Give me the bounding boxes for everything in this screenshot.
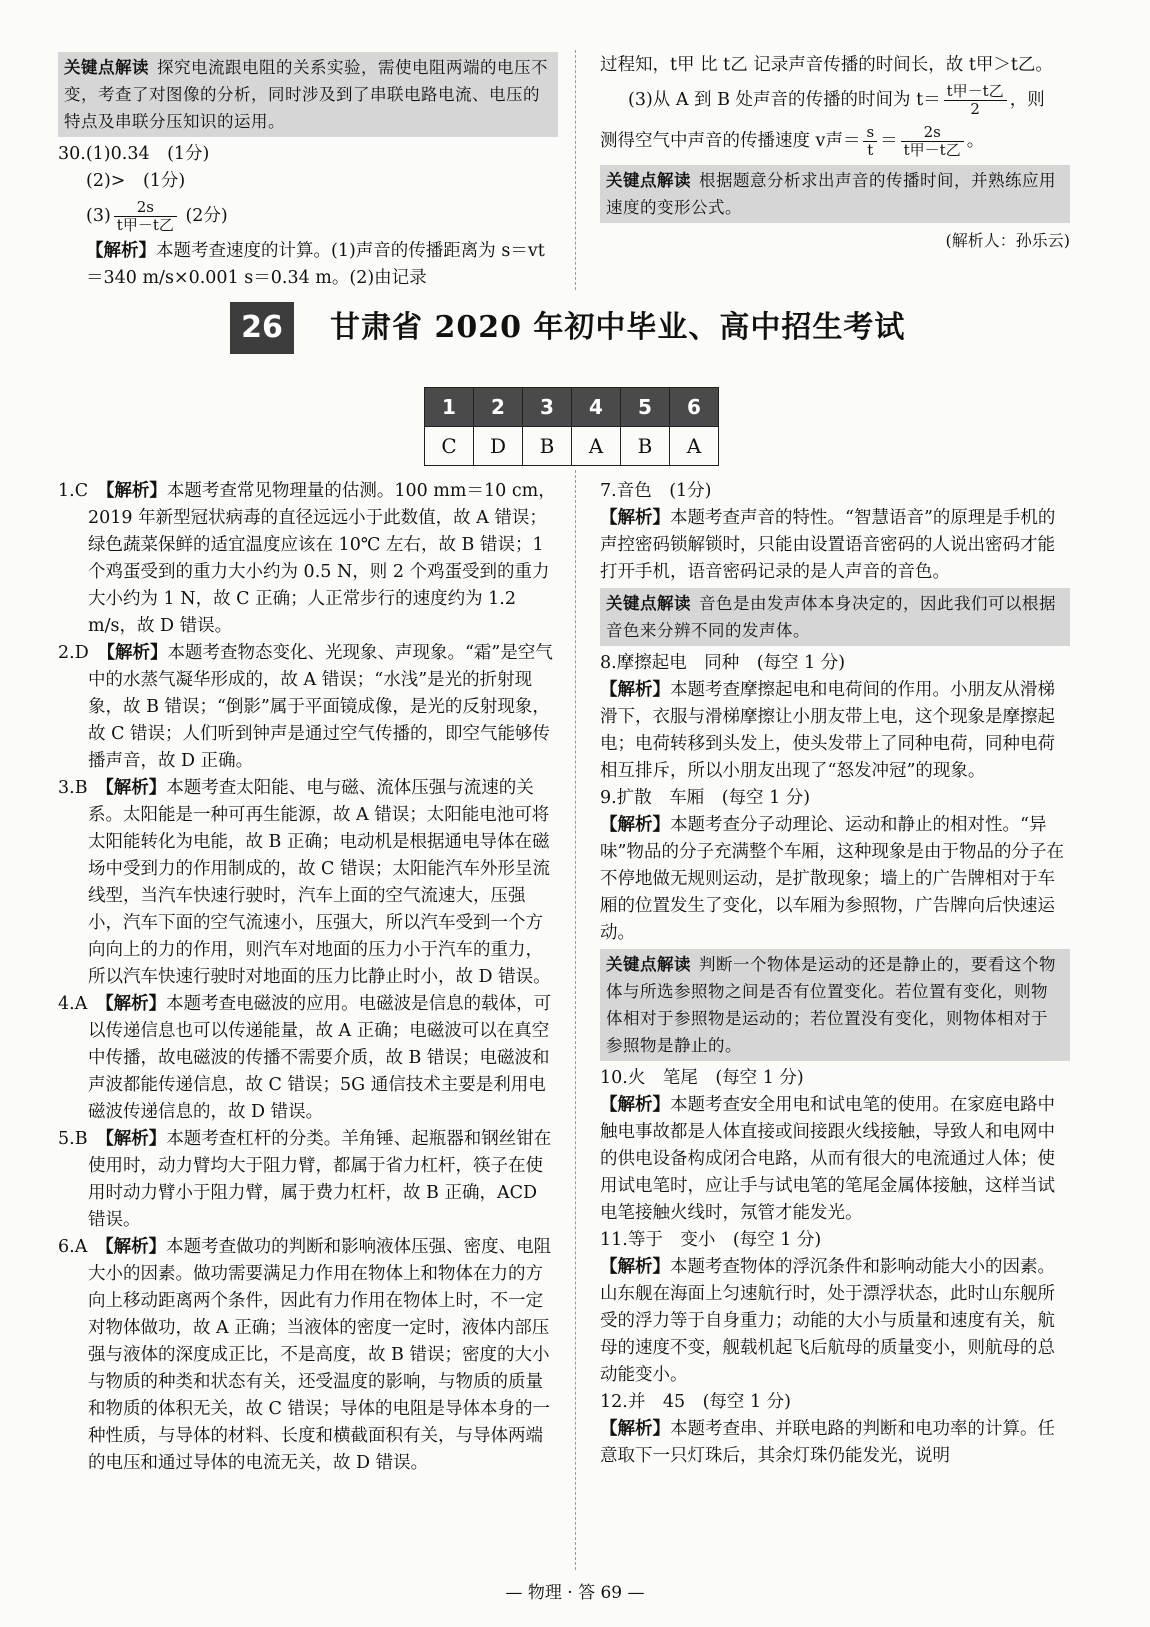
column-divider-top — [575, 50, 576, 290]
item-text: 本题考查物态变化、光现象、声现象。“霜”是空气中的水蒸气凝华形成的，故 A 错误；“水浅”是光的折射现象，故 B 错误；“倒影”属于平面镜成像，是光的反射现象，故 C 错误；人们听到钟声是通过空气传播的，即空气能够传播声音，故 D 正确。 — [88, 643, 553, 771]
answer-item-7: 7.音色 (1分) — [600, 481, 712, 501]
item-text: 本题考查安全用电和试电笔的使用。在家庭电路中触电事故都是人体直接或间接跟火线接触，导致人和电网中的供电设备构成闭合电路，从而有很大的电流通过人体；使用试电笔时，应让手与试电笔的笔尾金属体接触，这样当试电笔接触火线时，氖管才能发光。 — [600, 1095, 1055, 1223]
answer-cell: A — [572, 427, 621, 466]
answer-item-11-analysis — [600, 1254, 1070, 1389]
key-point-label: 关键点解读 — [606, 955, 691, 974]
q30-fraction — [114, 199, 177, 234]
answer-item-10-analysis — [600, 1092, 1070, 1227]
tr-line3-fraction1 — [863, 124, 877, 159]
item-head: 3.B — [58, 778, 106, 798]
item-text: 本题考查做功的判断和影响液体压强、密度、电阻大小的因素。做功需要满足力作用在物体上和物体在力的方向上移动距离两个条件，因此有力作用在物体上时，不一定对物体做功，故 A 正确；当液体的密度一定时，液体内部压强与液体的深度成正比，不是高度，故 B 错误；密度的大小与物质的种类和状态有关，还受温度的影响，与物质的质量和物质的体积无关，故 C 错误；导体的电阻是导体本身的一种性质，与导体的材料、长度和横截面积有关，与导体两端的电压和通过导体的电流无关，故 D 错误。 — [88, 1237, 552, 1473]
page-footer: — 物理 · 答 69 — — [505, 1583, 645, 1603]
tr-line1: 过程知，t甲 比 t乙 记录声音传播的时间长，故 t甲＞t乙。 — [600, 55, 1053, 75]
q30-part1: 30.(1)0.34 (1分) — [58, 144, 210, 164]
answer-cell: A — [670, 427, 719, 466]
item-text: 本题考查分子动理论、运动和静止的相对性。“异味”物品的分子充满整个车厢，这种现象是由于物品的分子在不停地做无规则运动，是扩散现象；墙上的广告牌相对于车厢的位置发生了变化，以车厢为参照物，广告牌向后快速运动。 — [600, 815, 1064, 943]
answer-item-12-analysis — [600, 1416, 1070, 1470]
q30-fraction-num: 2s — [114, 199, 177, 217]
q30-analysis — [58, 238, 558, 292]
item-text: 本题考查电磁波的应用。电磁波是信息的载体，可以传递信息也可以传递能量，故 A 正确；电磁波可以在真空中传播，故电磁波的传播不需要介质，故 B 错误；电磁波和声波都能传递信息，故 C 错误；5G 通信技术主要是利用电磁波传递信息的，故 D 错误。 — [88, 994, 552, 1122]
analysis-label: 【解析】 — [600, 1257, 670, 1277]
item-text: 本题考查杠杆的分类。羊角锤、起瓶器和钢丝钳在使用时，动力臂均大于阻力臂，都属于省力杠杆，筷子在使用时动力臂小于阻力臂，属于费力杠杆，故 B 正确，ACD 错误。 — [88, 1129, 552, 1230]
answer-table-answer-row — [425, 427, 719, 466]
answer-item-4 — [58, 991, 558, 1126]
answer-item-1 — [58, 478, 558, 640]
answer-item-8-analysis — [600, 677, 1070, 785]
key-point-box-7 — [600, 588, 1070, 646]
answer-item-5 — [58, 1126, 558, 1234]
answer-item-8: 8.摩擦起电 同种 (每空 1 分) — [600, 653, 846, 673]
tr-line2-den: 2 — [970, 100, 980, 118]
tr-line3-den2: t甲－t乙 — [903, 141, 961, 159]
key-point-box-9 — [600, 949, 1070, 1061]
analysis-label: 【解析】 — [600, 1095, 670, 1115]
item-head: 5.B — [58, 1129, 106, 1149]
analysis-label: 【解析】 — [105, 481, 167, 501]
analyst-signature: (解析人：孙乐云) — [945, 231, 1070, 250]
answer-table-header: 4 — [572, 388, 621, 427]
answer-table-header: 2 — [474, 388, 523, 427]
q30-part3-prefix: (3) — [86, 206, 111, 226]
key-point-text: 判断一个物体是运动的还是静止的，要看这个物体与所选参照物之间是否有位置变化。若位置有变化，则物体相对于参照物是运动的；若位置没有变化，则物体相对于参照物是静止的。 — [606, 955, 1056, 1055]
analysis-label: 【解析】 — [104, 994, 167, 1014]
answer-item-9-analysis — [600, 812, 1070, 947]
q30-part3-score: (2分) — [185, 206, 228, 226]
tr-line2-suffix: ，则 — [1009, 90, 1045, 110]
q30-part2: (2)> (1分) — [86, 171, 186, 191]
answer-table-header-row — [425, 388, 719, 427]
answer-item-3 — [58, 775, 558, 991]
tr-line3-mid: ＝ — [880, 131, 898, 151]
item-text: 本题考查太阳能、电与磁、流体压强与流速的关系。太阳能是一种可再生能源，故 A 错误；太阳能电池可将太阳能转化为电能，故 B 正确；电动机是根据通电导体在磁场中受到力的作用制成的，故 C 错误；太阳能汽车外形呈流线型，当汽车快速行驶时，汽车上面的空气流速大，压强小，汽车下面的空气流速小，压强大，所以汽车受到一个方向向上的力的作用，则汽车对地面的压力小于汽车的重力，所以汽车快速行驶时对地面的压力比静止时小，故 D 错误。 — [88, 778, 551, 987]
q30-fraction-den: t甲－t乙 — [116, 216, 174, 234]
section-header — [230, 302, 910, 354]
column-divider-bottom — [575, 470, 576, 1570]
answer-cell: B — [523, 427, 572, 466]
answer-table-header: 6 — [670, 388, 719, 427]
item-head: 2.D — [58, 643, 107, 663]
item-text: 本题考查摩擦起电和电荷间的作用。小朋友从滑梯滑下，衣服与滑梯摩擦让小朋友带上电，这个现象是摩擦起电；电荷转移到头发上，使头发带上了同种电荷，同种电荷相互排斥，所以小朋友出现了“怒发冲冠”的现象。 — [600, 680, 1055, 781]
key-point-label: 关键点解读 — [64, 58, 149, 77]
item-text: 本题考查常见物理量的估测。100 mm＝10 cm，2019 年新型冠状病毒的直径远远小于此数值，故 A 错误；绿色蔬菜保鲜的适宜温度应该在 10℃ 左右，故 B 错误；1 个鸡蛋受到的重力大小约为 0.5 N，则 2 个鸡蛋受到的重力大小约为 1 N，故 C 正确；人正常步行的速度约为 1.2 m/s，故 D 错误。 — [88, 481, 556, 636]
key-point-text: 探究电流跟电阻的关系实验，需使电阻两端的电压不变，考查了对图像的分析，同时涉及到了串联电路电流、电压的特点及串联分压知识的运用。 — [64, 58, 548, 131]
analysis-label: 【解析】 — [600, 508, 670, 528]
tr-line2-fraction — [944, 83, 1007, 118]
answer-table-header: 1 — [425, 388, 474, 427]
answer-table — [424, 387, 719, 466]
answer-item-2 — [58, 640, 558, 775]
analysis-label: 【解析】 — [105, 1129, 167, 1149]
key-point-text: 音色是由发声体本身决定的，因此我们可以根据音色来分辨不同的发声体。 — [606, 594, 1056, 640]
key-point-label: 关键点解读 — [606, 594, 691, 613]
tr-line3 — [600, 124, 1070, 159]
tr-line2-prefix: (3)从 A 到 B 处声音的传播的时间为 t＝ — [628, 90, 941, 110]
top-right-block — [600, 52, 1070, 254]
item-head: 4.A — [58, 994, 105, 1014]
analysis-label: 【解析】 — [600, 815, 670, 835]
tr-line2 — [600, 83, 1070, 118]
analysis-text: 本题考查速度的计算。(1)声音的传播距离为 s＝vt＝340 m/s×0.001 s＝0.34 m。(2)由记录 — [86, 241, 545, 288]
item-text: 本题考查物体的浮沉条件和影响动能大小的因素。山东舰在海面上匀速航行时，处于漂浮状态，此时山东舰所受的浮力等于自身重力；动能的大小与质量和速度有关，航母的速度不变，舰载机起飞后航母的质量变小，则航母的总动能变小。 — [600, 1257, 1055, 1385]
top-left-block — [58, 50, 558, 292]
answer-item-9: 9.扩散 车厢 (每空 1 分) — [600, 788, 811, 808]
tr-key-point-label: 关键点解读 — [606, 171, 691, 190]
analysis-label: 【解析】 — [600, 1419, 670, 1439]
tr-line3-prefix: 测得空气中声音的传播速度 v声＝ — [600, 131, 861, 151]
left-answer-column — [58, 478, 558, 1477]
analysis-label: 【解析】 — [86, 241, 156, 261]
item-text: 本题考查串、并联电路的判断和电功率的计算。任意取下一只灯珠后，其余灯珠仍能发光，说明 — [600, 1419, 1055, 1466]
answer-cell: B — [621, 427, 670, 466]
answer-item-10: 10.火 笔尾 (每空 1 分) — [600, 1068, 804, 1088]
tr-line3-num2: 2s — [901, 124, 964, 142]
answer-item-11: 11.等于 变小 (每空 1 分) — [600, 1230, 822, 1250]
item-head: 1.C — [58, 481, 106, 501]
key-point-box — [58, 52, 558, 137]
answer-item-7-analysis — [600, 505, 1070, 586]
tr-line3-den1: t — [867, 141, 874, 159]
q30-part3 — [58, 199, 558, 234]
section-title: 甘肃省 2020 年初中毕业、高中招生考试 — [330, 310, 906, 345]
answer-item-6 — [58, 1234, 558, 1477]
answer-item-12: 12.并 45 (每空 1 分) — [600, 1392, 792, 1412]
tr-line3-num1: s — [863, 124, 877, 142]
item-text: 本题考查声音的特性。“智慧语音”的原理是手机的声控密码锁解锁时，只能由设置语音密码的人说出密码才能打开手机，语音密码记录的是人声音的音色。 — [600, 508, 1056, 582]
section-number: 26 — [230, 302, 294, 354]
tr-key-point-box — [600, 165, 1070, 223]
right-answer-column — [600, 478, 1070, 1470]
answer-cell: D — [474, 427, 523, 466]
answer-table-header: 3 — [523, 388, 572, 427]
answer-table-header: 5 — [621, 388, 670, 427]
item-head: 6.A — [58, 1237, 105, 1257]
tr-key-point-text: 根据题意分析求出声音的传播时间，并熟练应用速度的变形公式。 — [606, 171, 1056, 217]
tr-line3-suffix: 。 — [966, 131, 985, 151]
analysis-label: 【解析】 — [106, 643, 168, 663]
tr-line3-fraction2 — [901, 124, 964, 159]
answer-cell: C — [425, 427, 474, 466]
analysis-label: 【解析】 — [104, 1237, 167, 1257]
analysis-label: 【解析】 — [600, 680, 670, 700]
analysis-label: 【解析】 — [105, 778, 167, 798]
tr-line2-num: t甲－t乙 — [944, 83, 1007, 101]
